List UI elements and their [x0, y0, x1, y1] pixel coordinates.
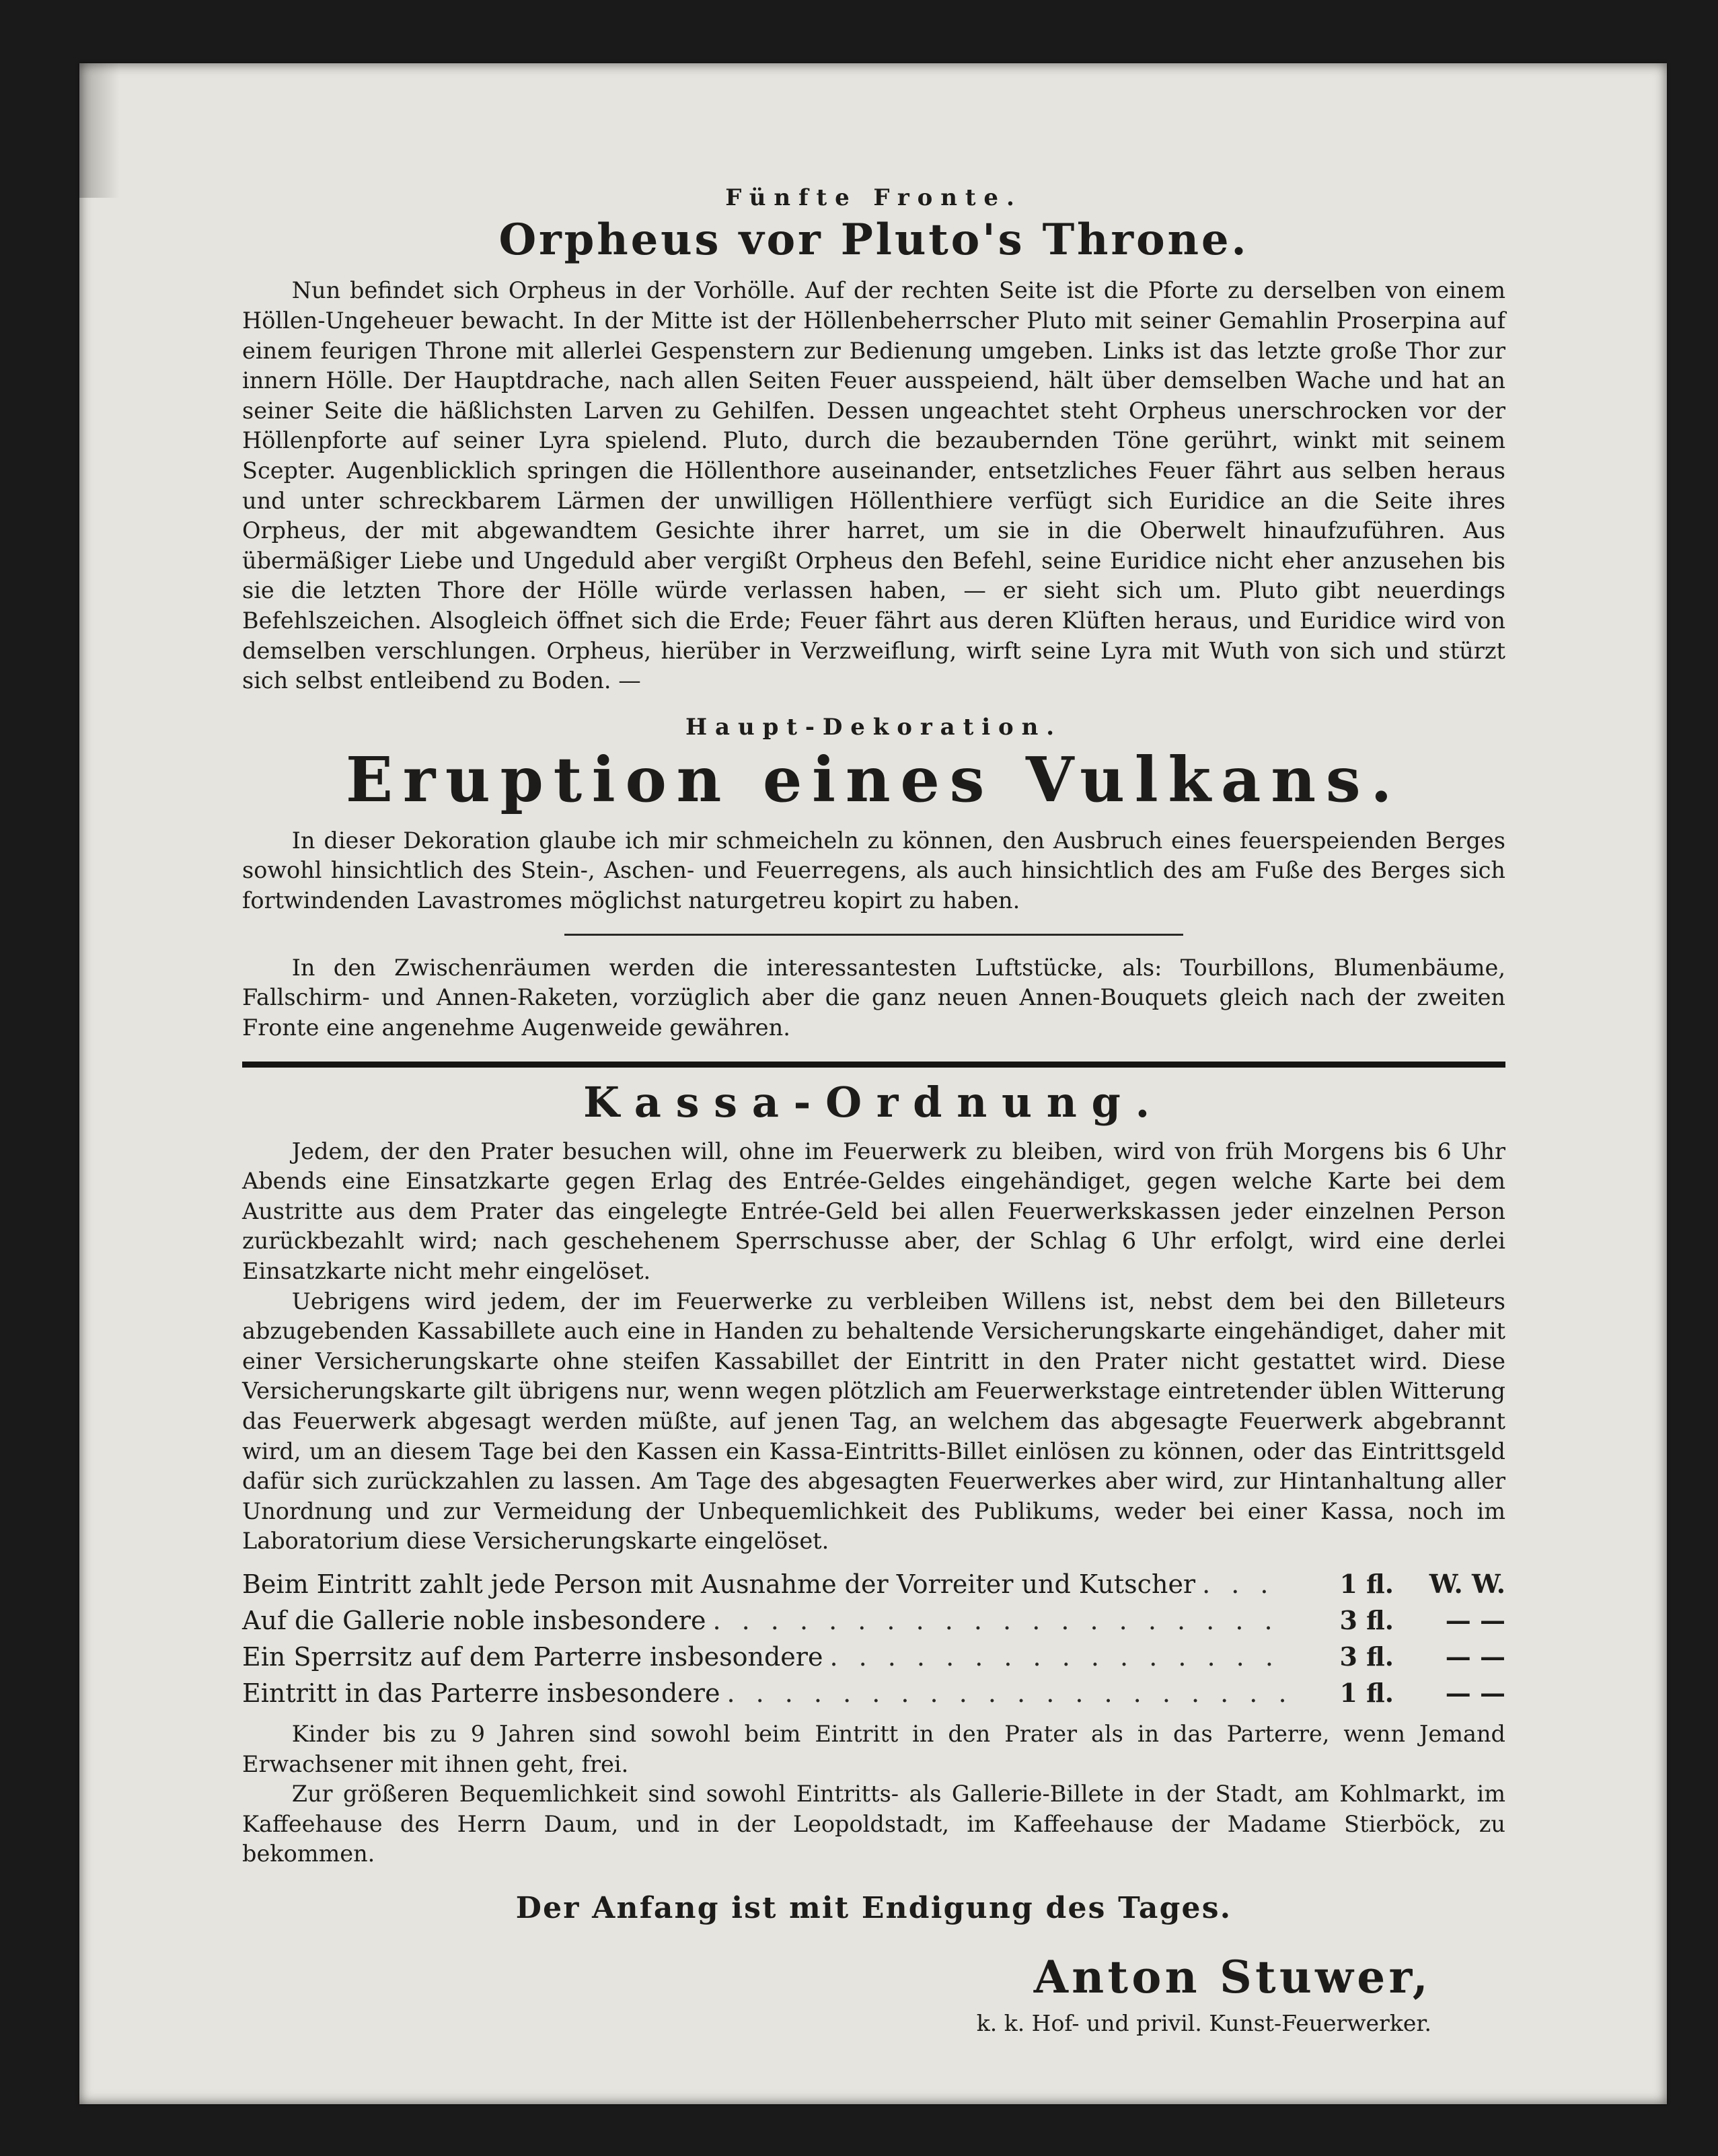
cash-paragraph-1: Jedem, der den Prater besuchen will, ohne im Feuerwerk zu bleiben, wird von früh Morgens bis 6 Uhr Abends eine Einsatzkarte gegen Erlag des Entrée-Geldes eingehändiget, gegen welche Karte bei dem Austritte aus dem Prater das eingelegte Entrée-Geld bei allen Feuerwerkskassen jeder einzelnen Person zurückbezahlt wird; nach geschehenem Sperrschusse aber, der Schlag 6 Uhr erfolgt, wird eine derlei Einsatzkarte nicht mehr eingelöset.: [242, 1138, 1505, 1285]
signature-title: k. k. Hof- und privil. Kunst-Feuerwerker.: [976, 2009, 1431, 2036]
decoration-title: Eruption eines Vulkans.: [345, 743, 1403, 816]
signature-name: Anton Stuwer,: [1033, 1950, 1431, 2003]
front-kicker: Fünfte Fronte.: [725, 184, 1022, 211]
price-row: [242, 1602, 1505, 1639]
front-description: Nun befindet sich Orpheus in der Vorhölle. Auf der rechten Seite ist die Pforte zu derselben von einem Höllen-Ungeheuer bewacht. In der Mitte ist der Höllenbeherrscher Pluto mit seiner Gemahlin Proserpina auf einem feurigen Throne mit allerlei Gespenstern zur Bedienung umgeben. Links ist das letzte große Thor zur innern Hölle. Der Hauptdrache, nach allen Seiten Feuer ausspeiend, hält über demselben Wache und hat an seiner Seite die häßlichsten Larven zu Gehilfen. Dessen ungeachtet steht Orpheus unerschrocken vor der Höllenpforte auf seiner Lyra spielend. Pluto, durch die bezaubernden Töne gerührt, winkt mit seinem Scepter. Augenblicklich springen die Höllenthore auseinander, entsetzliches Feuer fährt aus selben heraus und unter schreckbarem Lärmen der unwilligen Höllenthiere verfügt sich Euridice an die Seite ihres Orpheus, der mit abgewandtem Gesichte ihrer harret, um sie in die Oberwelt hinaufzuführen. Aus übermäßiger Liebe und Ungeduld aber vergißt Orpheus den Befehl, seine Euridice nicht eher anzusehen bis sie die letzten Thore der Hölle würde verlassen haben, — er sieht sich um. Pluto gibt neuerdings Befehlszeichen. Alsogleich öffnet sich die Erde; Feuer fährt aus deren Klüften heraus, und Euridice wird von demselben verschlungen. Orpheus, hierüber in Verzweiflung, wirft seine Lyra mit Wuth von sich und stürzt sich selbst entleibend zu Boden. —: [242, 277, 1505, 694]
poster-content: [242, 184, 1505, 2036]
divider-short: [564, 934, 1183, 936]
front-title: Orpheus vor Pluto's Throne.: [498, 215, 1249, 265]
divider-thick: [242, 1062, 1505, 1068]
price-currency: — —: [1445, 1641, 1505, 1672]
beginning-note: Der Anfang ist mit Endigung des Tages.: [515, 1890, 1232, 1925]
price-label: Ein Sperrsitz auf dem Parterre insbesondere: [242, 1641, 823, 1672]
price-list: [242, 1566, 1505, 1711]
cash-title: Kassa-Ordnung.: [583, 1078, 1164, 1127]
notes: [242, 1719, 1505, 1869]
price-leader: [829, 1639, 1286, 1675]
price-leader: [1202, 1567, 1286, 1602]
price-currency: W. W.: [1429, 1568, 1505, 1599]
price-leader: [726, 1676, 1286, 1711]
price-row: [242, 1566, 1505, 1602]
interlude-description: In den Zwischenräumen werden die interessantesten Luftstücke, als: Tourbillons, Blumenbäume, Fallschirm- und Annen-Raketen, vorzüglich aber die ganz neuen Annen-Bouquets gleich nach der zweiten Fronte eine angenehme Augenweide gewähren.: [242, 954, 1505, 1041]
price-row: [242, 1639, 1505, 1675]
decoration-kicker: Haupt-Dekoration.: [685, 713, 1062, 741]
signature-block: [242, 1951, 1505, 2036]
price-amount: 1 fl.: [1339, 1568, 1394, 1599]
price-amount: 1 fl.: [1339, 1677, 1394, 1708]
price-label: Auf die Gallerie noble insbesondere: [242, 1605, 706, 1635]
price-amount: 3 fl.: [1339, 1641, 1394, 1672]
price-row: [242, 1675, 1505, 1711]
price-currency: — —: [1445, 1677, 1505, 1708]
price-label: Eintritt in das Parterre insbesondere: [242, 1678, 720, 1708]
price-label: Beim Eintritt zahlt jede Person mit Ausnahme der Vorreiter und Kutscher: [242, 1569, 1196, 1599]
decoration-description: In dieser Dekoration glaube ich mir schmeicheln zu können, den Ausbruch eines feuerspeienden Berges sowohl hinsichtlich des Stein-, Aschen- und Feuerregens, als auch hinsichtlich des am Fuße des Berges sich fortwindenden Lavastromes möglichst naturgetreu kopirt zu haben.: [242, 827, 1505, 914]
poster-sheet: [79, 63, 1667, 2104]
price-leader: [712, 1603, 1286, 1639]
price-currency: — —: [1445, 1604, 1505, 1635]
cash-paragraph-2: Uebrigens wird jedem, der im Feuerwerke zu verbleiben Willens ist, nebst dem bei den Billeteurs abzugebenden Kassabillete auch eine in Handen zu behaltende Versicherungskarte eingehändiget, daher mit einer Versicherungskarte ohne steifen Kassabillet der Eintritt in den Prater nicht gestattet wird. Diese Versicherungskarte gilt übrigens nur, wenn wegen plötzlich am Feuerwerkstage eintretender üblen Witterung das Feuerwerk abgesagt werden müßte, auf jenen Tag, an welchem das abgesagte Feuerwerk abgebrannt wird, um an diesem Tage bei den Kassen ein Kassa-Eintritts-Billet einlösen zu können, oder das Eintrittsgeld dafür sich zurückzahlen zu lassen. Am Tage des abgesagten Feuerwerkes aber wird, zur Hintanhaltung aller Unordnung und zur Vermeidung der Unbequemlichkeit des Publikums, weder bei einer Kassa, noch im Laboratorium diese Versicherungskarte eingelöset.: [242, 1288, 1505, 1555]
tickets-note: Zur größeren Bequemlichkeit sind sowohl Eintritts- als Gallerie-Billete in der Stadt, am Kohlmarkt, im Kaffeehause des Herrn Daum, und in der Leopoldstadt, im Kaffeehause der Madame Stierböck, zu bekommen.: [242, 1781, 1505, 1867]
children-note: Kinder bis zu 9 Jahren sind sowohl beim Eintritt in den Prater als in das Parterre, wenn Jemand Erwachsener mit ihnen geht, frei.: [242, 1720, 1505, 1777]
price-amount: 3 fl.: [1339, 1604, 1394, 1635]
